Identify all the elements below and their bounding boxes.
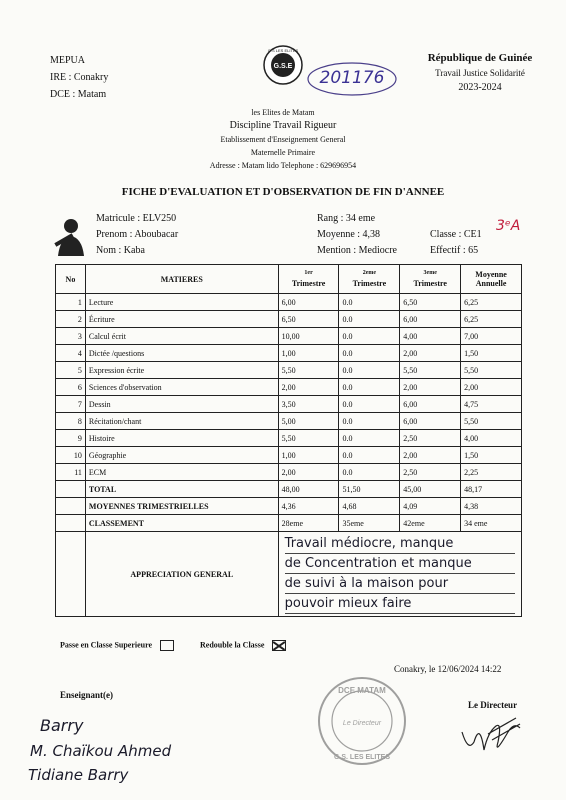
logo-text: G.S.E <box>273 63 293 70</box>
summary-t2: 4,68 <box>339 498 400 515</box>
summary-t3: 42eme <box>400 515 461 532</box>
summary-label: TOTAL <box>85 481 278 498</box>
row-no: 10 <box>56 447 86 464</box>
table-row <box>56 464 522 481</box>
row-t3: 4,00 <box>400 328 461 345</box>
stamp-top-text: DCE MATAM <box>338 686 386 695</box>
header-t1-label: Trimestre <box>291 279 326 289</box>
appreciation-line: Travail médiocre, manque <box>285 534 515 554</box>
row-no: 9 <box>56 430 86 447</box>
row-subject: Dessin <box>85 396 278 413</box>
table-row <box>56 294 522 311</box>
row-no: 4 <box>56 345 86 362</box>
teacher-signature-1: Barry <box>40 716 84 735</box>
header-t1 <box>278 265 339 294</box>
enseignant-label: Enseignant(e) <box>60 690 114 700</box>
row-t1: 10,00 <box>278 328 339 345</box>
summary-label: MOYENNES TRIMESTRIELLES <box>85 498 278 515</box>
row-t1: 2,00 <box>278 464 339 481</box>
row-no: 1 <box>56 294 86 311</box>
summary-empty <box>56 515 86 532</box>
row-t1: 2,00 <box>278 379 339 396</box>
summary-t2: 35eme <box>339 515 400 532</box>
student-rang: Rang : 34 eme <box>317 213 376 224</box>
summary-avg: 48,17 <box>461 481 522 498</box>
row-avg: 2,00 <box>461 379 522 396</box>
row-subject: Sciences d'observation <box>85 379 278 396</box>
row-subject: Lecture <box>85 294 278 311</box>
student-moyenne: Moyenne : 4,38 <box>317 229 381 240</box>
row-avg: 7,00 <box>461 328 522 345</box>
appreciation-label: APPRECIATION GENERAL <box>85 532 278 617</box>
student-effectif: Effectif : 65 <box>430 245 479 256</box>
row-t2: 0.0 <box>339 328 400 345</box>
row-t2: 0.0 <box>339 345 400 362</box>
row-subject: Récitation/chant <box>85 413 278 430</box>
table-row <box>56 413 522 430</box>
table-header-row <box>56 265 522 294</box>
summary-t2: 51,50 <box>339 481 400 498</box>
republic-block <box>420 52 540 93</box>
summary-empty <box>56 498 86 515</box>
row-avg: 6,25 <box>461 294 522 311</box>
dce-line: DCE : Matam <box>50 89 107 100</box>
row-avg: 4,00 <box>461 430 522 447</box>
summary-t1: 4,36 <box>278 498 339 515</box>
table-row <box>56 379 522 396</box>
row-no: 11 <box>56 464 86 481</box>
table-row <box>56 396 522 413</box>
appreciation-row <box>56 532 522 617</box>
row-t3: 2,00 <box>400 345 461 362</box>
header-t1-sup: 1er <box>304 269 313 276</box>
appreciation-empty <box>56 532 86 617</box>
row-t2: 0.0 <box>339 464 400 481</box>
summary-t1: 48,00 <box>278 481 339 498</box>
header-t2 <box>339 265 400 294</box>
row-t3: 6,00 <box>400 311 461 328</box>
student-photo <box>52 216 88 260</box>
header-avg: Moyenne Annuelle <box>461 265 522 294</box>
row-t1: 3,50 <box>278 396 339 413</box>
page-title: FICHE D'EVALUATION ET D'OBSERVATION DE FIN D'ANNEE <box>121 186 445 198</box>
row-t1: 1,00 <box>278 345 339 362</box>
header-no: No <box>56 265 86 294</box>
row-subject: Histoire <box>85 430 278 447</box>
table-row <box>56 430 522 447</box>
issue-date: Conakry, le 12/06/2024 14:22 <box>394 664 502 674</box>
school-logo <box>263 45 303 85</box>
row-avg: 5,50 <box>461 362 522 379</box>
row-t3: 5,50 <box>400 362 461 379</box>
row-t3: 2,50 <box>400 430 461 447</box>
row-avg: 2,25 <box>461 464 522 481</box>
passe-checkbox[interactable] <box>160 640 174 651</box>
table-row <box>56 311 522 328</box>
row-t1: 1,00 <box>278 447 339 464</box>
school-address: Adresse : Matam lido Telephone : 629696954 <box>209 161 357 170</box>
row-t3: 2,50 <box>400 464 461 481</box>
row-avg: 1,50 <box>461 345 522 362</box>
row-avg: 4,75 <box>461 396 522 413</box>
row-t1: 6,50 <box>278 311 339 328</box>
row-subject: Dictée /questions <box>85 345 278 362</box>
republic-motto: Travail Justice Solidarité <box>435 68 525 78</box>
header-t3-sup: 3eme <box>423 269 437 276</box>
student-info-right <box>430 227 482 259</box>
row-no: 7 <box>56 396 86 413</box>
header-t3-label: Trimestre <box>413 279 447 289</box>
grades-table <box>55 264 522 617</box>
summary-row-moyennes <box>56 498 522 515</box>
table-row <box>56 447 522 464</box>
row-t1: 5,00 <box>278 413 339 430</box>
teacher-signature-2: M. Chaïkou Ahmed <box>30 742 172 760</box>
row-t3: 2,00 <box>400 379 461 396</box>
appreciation-text <box>278 532 521 617</box>
ire-line: IRE : Conakry <box>50 72 109 83</box>
school-name: les Elites de Matam <box>251 108 315 117</box>
option-redouble <box>200 640 286 651</box>
table-row <box>56 328 522 345</box>
row-t1: 5,50 <box>278 430 339 447</box>
student-nom: Nom : Kaba <box>96 245 145 256</box>
school-year: 2023-2024 <box>458 82 502 93</box>
summary-t1: 28eme <box>278 515 339 532</box>
summary-row-total <box>56 481 522 498</box>
row-no: 2 <box>56 311 86 328</box>
school-motto: Discipline Travail Rigueur <box>229 120 337 131</box>
row-t3: 6,00 <box>400 413 461 430</box>
stamp-bottom-text: G.S. LES ELITES <box>333 754 391 761</box>
student-classe: Classe : CE1 <box>430 229 482 240</box>
redouble-checkbox[interactable] <box>272 640 286 651</box>
header-t3 <box>400 265 461 294</box>
row-subject: Expression écrite <box>85 362 278 379</box>
row-t2: 0.0 <box>339 311 400 328</box>
director-signature <box>458 712 528 762</box>
row-no: 6 <box>56 379 86 396</box>
row-subject: ECM <box>85 464 278 481</box>
header-matieres: MATIERES <box>85 265 278 294</box>
school-level: Maternelle Primaire <box>250 148 316 157</box>
row-avg: 5,50 <box>461 413 522 430</box>
ministry-block <box>50 52 108 103</box>
summary-avg: 34 eme <box>461 515 522 532</box>
row-no: 3 <box>56 328 86 345</box>
school-type: Etablissement d'Enseignement General <box>220 135 346 144</box>
appreciation-line: pouvoir mieux faire <box>285 594 515 614</box>
appreciation-line: de suivi à la maison pour <box>285 574 515 594</box>
student-info-mid <box>317 211 397 259</box>
table-row <box>56 362 522 379</box>
summary-avg: 4,38 <box>461 498 522 515</box>
row-t2: 0.0 <box>339 362 400 379</box>
ref-number: 201176 <box>319 68 385 88</box>
republic-title: République de Guinée <box>427 52 533 64</box>
ref-number-stamp <box>306 60 398 98</box>
logo-ring-text: G.S LES ELITES <box>267 48 299 53</box>
student-prenom: Prenom : Aboubacar <box>96 229 179 240</box>
option-passe <box>60 640 174 651</box>
row-t3: 2,00 <box>400 447 461 464</box>
row-t2: 0.0 <box>339 379 400 396</box>
row-t2: 0.0 <box>339 447 400 464</box>
student-mention: Mention : Mediocre <box>317 245 397 256</box>
option-passe-label: Passe en Classe Superieure <box>60 640 153 650</box>
row-subject: Écriture <box>85 311 278 328</box>
row-avg: 6,25 <box>461 311 522 328</box>
classe-note: 3ᵉA <box>496 218 521 234</box>
row-t2: 0.0 <box>339 430 400 447</box>
row-no: 8 <box>56 413 86 430</box>
student-matricule: Matricule : ELV250 <box>96 213 177 224</box>
stamp-inner-text: Le Directeur <box>342 720 382 727</box>
student-info-left <box>96 211 178 259</box>
summary-label: CLASSEMENT <box>85 515 278 532</box>
header-t2-sup: 2eme <box>362 269 377 276</box>
row-no: 5 <box>56 362 86 379</box>
school-info <box>150 108 416 170</box>
directeur-label: Le Directeur <box>468 700 518 710</box>
option-redouble-label: Redouble la Classe <box>200 640 265 650</box>
teacher-signature-3: Tidiane Barry <box>28 766 129 784</box>
row-subject: Géographie <box>85 447 278 464</box>
summary-t3: 45,00 <box>400 481 461 498</box>
row-t1: 6,00 <box>278 294 339 311</box>
row-t1: 5,50 <box>278 362 339 379</box>
appreciation-line: de Concentration et manque <box>285 554 515 574</box>
row-t2: 0.0 <box>339 396 400 413</box>
table-row <box>56 345 522 362</box>
row-subject: Calcul écrit <box>85 328 278 345</box>
summary-row-classement <box>56 515 522 532</box>
summary-t3: 4,09 <box>400 498 461 515</box>
row-t2: 0.0 <box>339 294 400 311</box>
row-avg: 1,50 <box>461 447 522 464</box>
row-t3: 6,50 <box>400 294 461 311</box>
official-stamp <box>316 675 408 767</box>
header-t2-label: Trimestre <box>352 279 387 289</box>
row-t2: 0.0 <box>339 413 400 430</box>
summary-empty <box>56 481 86 498</box>
row-t3: 6,00 <box>400 396 461 413</box>
ministry-line: MEPUA <box>50 55 86 66</box>
